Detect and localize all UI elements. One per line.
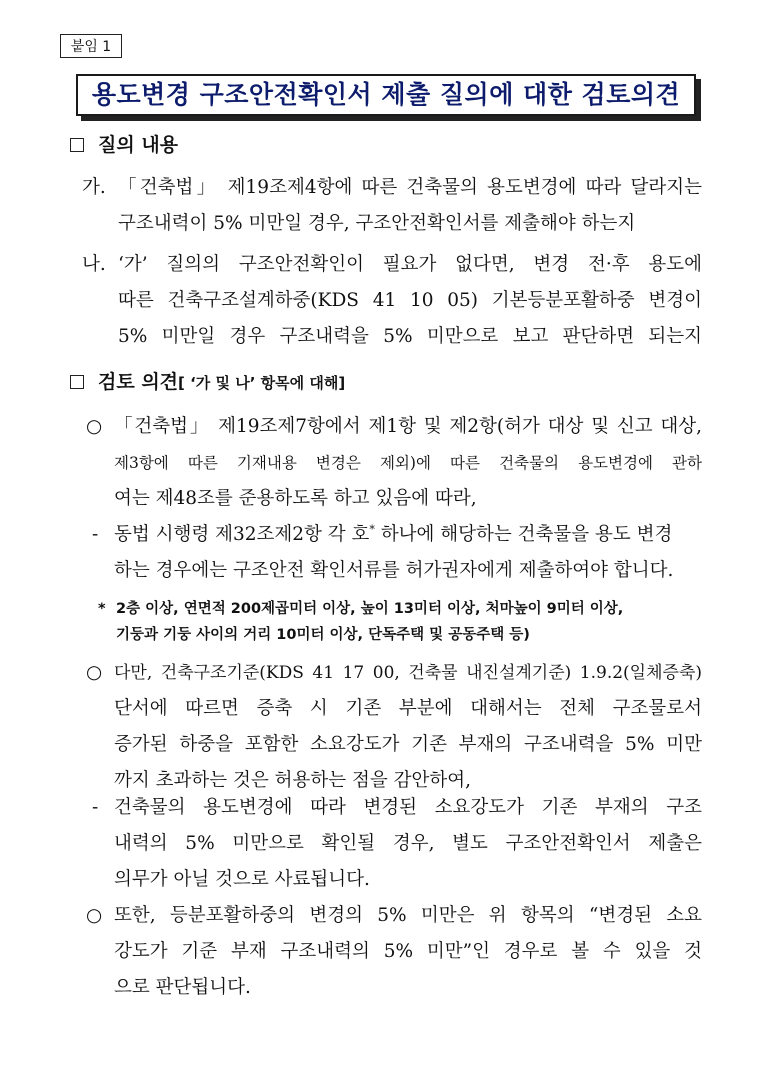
footnote-line: 기둥과 기둥 사이의 거리 10미터 이상, 단독주택 및 공동주택 등) — [116, 627, 530, 643]
review-line: 내력의 5% 미만으로 확인될 경우, 별도 구조안전확인서 제출은 — [114, 833, 702, 854]
review-block-3 — [114, 655, 702, 799]
review-line: 「건축법」 제19조제7항에서 제1항 및 제2항(허가 대상 및 신고 대상, — [114, 416, 702, 437]
review-line: 강도가 기준 부재 구조내력의 5% 미만”인 경우로 볼 수 있을 것 — [114, 941, 702, 962]
footnote-text — [116, 596, 704, 648]
item-b-line: 5% 미만일 경우 구조내력을 5% 미만으로 보고 판단하면 되는지 — [118, 326, 702, 347]
review-line: 까지 초과하는 것은 허용하는 점을 감안하여, — [114, 770, 471, 791]
review-line: 으로 판단됩니다. — [114, 977, 251, 998]
item-b-text — [118, 247, 702, 355]
review-bullet-marker: ○ — [86, 905, 103, 926]
section-inquiry-heading — [70, 133, 178, 157]
review-bullet-marker: ○ — [86, 416, 103, 437]
review-line-part: 동법 시행령 제32조제2항 각 호 — [114, 524, 370, 545]
section-inquiry-title: 질의 내용 — [98, 134, 179, 156]
review-block-2 — [114, 517, 702, 589]
review-dash-marker: - — [92, 797, 99, 818]
item-a-text — [118, 170, 702, 242]
review-line: 여는 제48조를 준용하도록 하고 있음에 따라, — [114, 488, 477, 509]
item-b-line: 따른 건축구조설계하중(KDS 41 10 05) 기본등분포활하중 변경이 — [118, 290, 702, 311]
review-line: 또한, 등분포활하중의 변경의 5% 미만은 위 항목의 “변경된 소요 — [114, 905, 702, 926]
footnote-line: 2층 이상, 연면적 200제곱미터 이상, 높이 13미터 이상, 처마높이 9미터 이상, — [116, 601, 624, 617]
review-line: 단서에 따르면 증축 시 기존 부분에 대해서는 전체 구조물로서 — [114, 698, 702, 719]
review-line: 의무가 아닐 것으로 사료됩니다. — [114, 869, 370, 890]
item-a-marker: 가. — [82, 177, 106, 198]
attachment-label: 붙임 1 — [60, 34, 122, 58]
review-line: 건축물의 용도변경에 따라 변경된 소요강도가 기존 부재의 구조 — [114, 797, 702, 818]
review-line — [114, 517, 702, 553]
checkbox-square-icon — [70, 138, 84, 152]
review-dash-marker: - — [92, 524, 99, 545]
item-b-line: ‘가’ 질의의 구조안전확인이 필요가 없다면, 변경 전·후 용도에 — [118, 254, 702, 275]
review-bullet-marker: ○ — [86, 662, 103, 683]
item-b-marker: 나. — [82, 254, 106, 275]
review-line: 하는 경우에는 구조안전 확인서류를 허가권자에게 제출하여야 합니다. — [114, 560, 674, 581]
review-block-4 — [114, 790, 702, 898]
page-title: 용도변경 구조안전확인서 제출 질의에 대한 검토의견 — [76, 74, 696, 116]
section-review-heading — [70, 370, 345, 395]
section-review-subtitle: [ ‘가 및 나’ 항목에 대해] — [178, 374, 346, 392]
review-line-part: 하나에 해당하는 건축물을 용도 변경 — [380, 524, 673, 545]
review-block-5 — [114, 898, 702, 1006]
section-review-title: 검토 의견 — [98, 371, 179, 393]
review-line: 증가된 하중을 포함한 소요강도가 기존 부재의 구조내력을 5% 미만 — [114, 734, 702, 755]
checkbox-square-icon — [70, 375, 84, 389]
review-line: 제3항에 따른 기재내용 변경은 제외)에 따른 건축물의 용도변경에 관하 — [114, 454, 702, 472]
footnote-mark: * — [369, 522, 375, 536]
item-a-line: 「건축법」 제19조제4항에 따른 건축물의 용도변경에 따라 달라지는 — [118, 177, 702, 198]
review-line: 다만, 건축구조기준(KDS 41 17 00, 건축물 내진설계기준) 1.9.2(일체증축) — [114, 663, 702, 683]
item-a-line: 구조내력이 5% 미만일 경우, 구조안전확인서를 제출해야 하는지 — [118, 213, 636, 234]
footnote-marker: * — [98, 601, 106, 617]
review-block-1 — [114, 409, 702, 517]
